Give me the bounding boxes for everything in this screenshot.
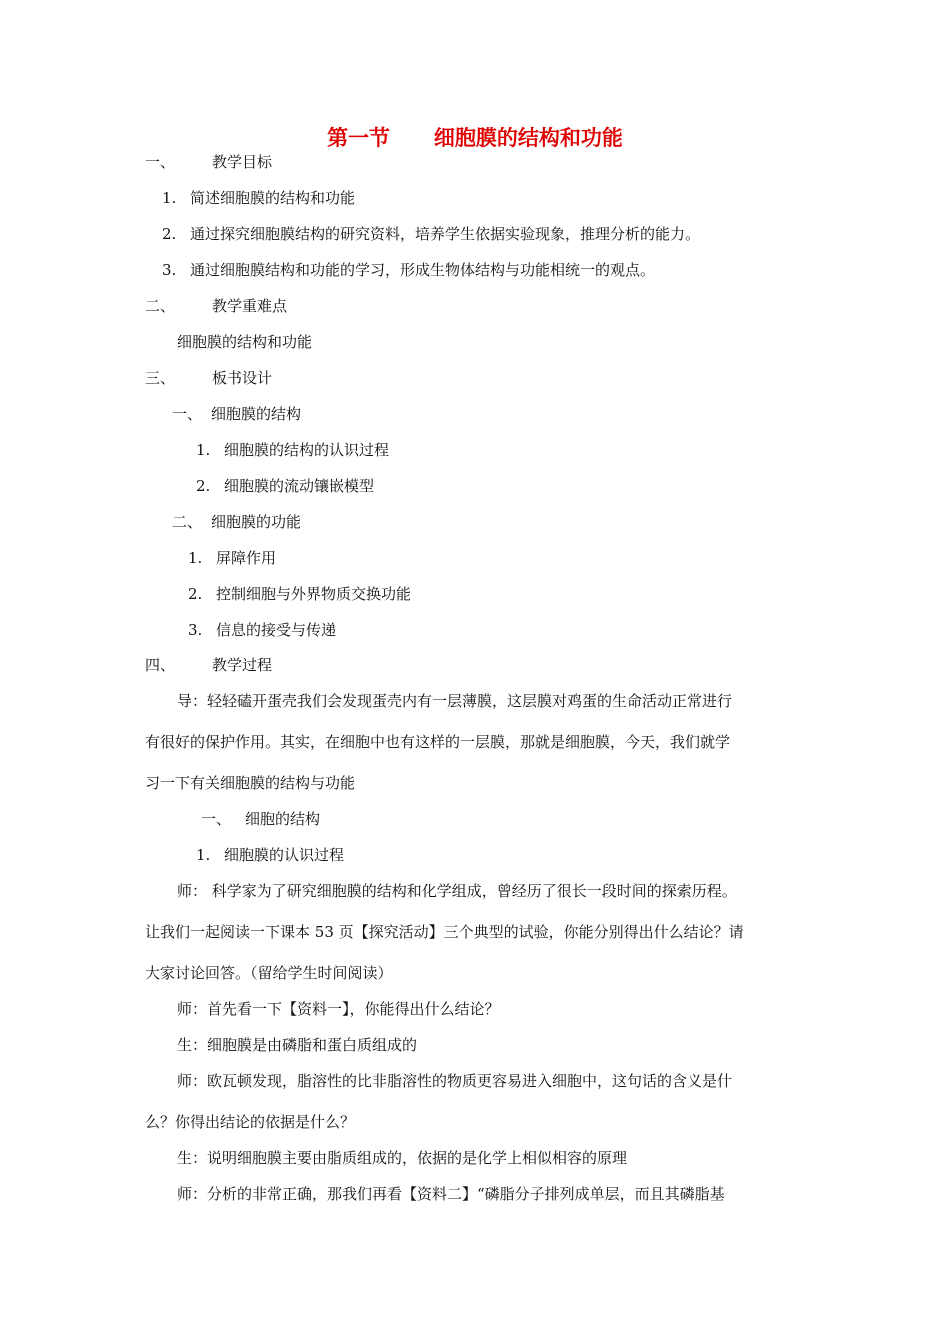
dialogue-line: 师：欧瓦顿发现，脂溶性的比非脂溶性的物质更容易进入细胞中，这句话的含义是什: [177, 1072, 733, 1090]
dialogue-line: 么？你得出结论的依据是什么？: [145, 1113, 356, 1131]
item-text: 屏障作用: [216, 549, 277, 567]
intro-paragraph-line: 有很好的保护作用。其实，在细胞中也有这样的一层膜，那就是细胞膜，今天，我们就学: [145, 733, 731, 751]
item-text: 细胞膜的认识过程: [224, 846, 345, 864]
dialogue-line: 师：分析的非常正确，那我们再看【资料二】“磷脂分子排列成单层，而且其磷脂基: [177, 1185, 725, 1203]
section-label: 板书设计: [212, 369, 273, 387]
list-item: [188, 548, 276, 568]
section-heading: [145, 152, 272, 172]
section-label: 教学重难点: [212, 297, 288, 315]
section-number: 四、: [145, 656, 176, 674]
item-number: 2.: [188, 585, 203, 603]
item-number: 1.: [196, 846, 211, 864]
intro-paragraph-line: 习一下有关细胞膜的结构与功能: [145, 774, 356, 792]
section-heading: [145, 368, 272, 388]
section-number: 三、: [145, 369, 176, 387]
dialogue-line: 生：细胞膜是由磷脂和蛋白质组成的: [177, 1036, 418, 1054]
page-title: 第一节 细胞膜的结构和功能: [327, 125, 623, 150]
board-part-heading: [172, 512, 301, 532]
list-item: [188, 620, 336, 640]
list-item: [162, 188, 355, 208]
part-label: 细胞膜的功能: [211, 513, 302, 531]
list-item: [196, 440, 389, 460]
dialogue-line: 生：说明细胞膜主要由脂质组成的，依据的是化学上相似相容的原理: [177, 1149, 628, 1167]
part-number: 一、: [172, 405, 203, 423]
item-number: 1.: [196, 441, 211, 459]
item-number: 3.: [188, 621, 203, 639]
section-number: 一、: [145, 153, 176, 171]
dialogue-line: 大家讨论回答。（留给学生时间阅读）: [145, 964, 393, 982]
item-text: 细胞膜的结构的认识过程: [224, 441, 390, 459]
part-number: 二、: [172, 513, 203, 531]
item-text: 通过细胞膜结构和功能的学习，形成生物体结构与功能相统一的观点。: [190, 261, 656, 279]
item-text: 简述细胞膜的结构和功能: [190, 189, 356, 207]
item-text: 通过探究细胞膜结构的研究资料，培养学生依据实验现象，推理分析的能力。: [190, 225, 701, 243]
intro-paragraph-line: 导：轻轻磕开蛋壳我们会发现蛋壳内有一层薄膜，这层膜对鸡蛋的生命活动正常进行: [177, 692, 733, 710]
item-number: 1.: [162, 189, 177, 207]
list-item: [196, 476, 374, 496]
item-number: 3.: [162, 261, 177, 279]
dialogue-line: 让我们一起阅读一下课本 53 页【探究活动】三个典型的试验，你能分别得出什么结论？请: [145, 923, 744, 941]
section-label: 教学目标: [212, 153, 273, 171]
board-part-heading: [172, 404, 301, 424]
item-text: 细胞膜的流动镶嵌模型: [224, 477, 375, 495]
list-item: [162, 224, 700, 244]
section-heading: [145, 296, 287, 316]
list-item: [188, 584, 411, 604]
process-subheading: [201, 809, 320, 829]
section-heading: [145, 655, 272, 675]
item-number: 2.: [162, 225, 177, 243]
item-text: 信息的接受与传递: [216, 621, 337, 639]
list-item: [162, 260, 655, 280]
dialogue-line: 师： 科学家为了研究细胞膜的结构和化学组成，曾经历了很长一段时间的探索历程。: [177, 882, 737, 900]
subheading-number: 一、: [201, 810, 232, 828]
dialogue-line: 师：首先看一下【资料一】，你能得出什么结论？: [177, 1000, 500, 1018]
item-number: 1.: [188, 549, 203, 567]
section-label: 教学过程: [212, 656, 273, 674]
part-label: 细胞膜的结构: [211, 405, 302, 423]
item-number: 2.: [196, 477, 211, 495]
subheading-label: 细胞的结构: [245, 810, 321, 828]
item-text: 控制细胞与外界物质交换功能: [216, 585, 412, 603]
key-point-text: 细胞膜的结构和功能: [177, 333, 313, 351]
section-number: 二、: [145, 297, 176, 315]
list-item: [196, 845, 344, 865]
